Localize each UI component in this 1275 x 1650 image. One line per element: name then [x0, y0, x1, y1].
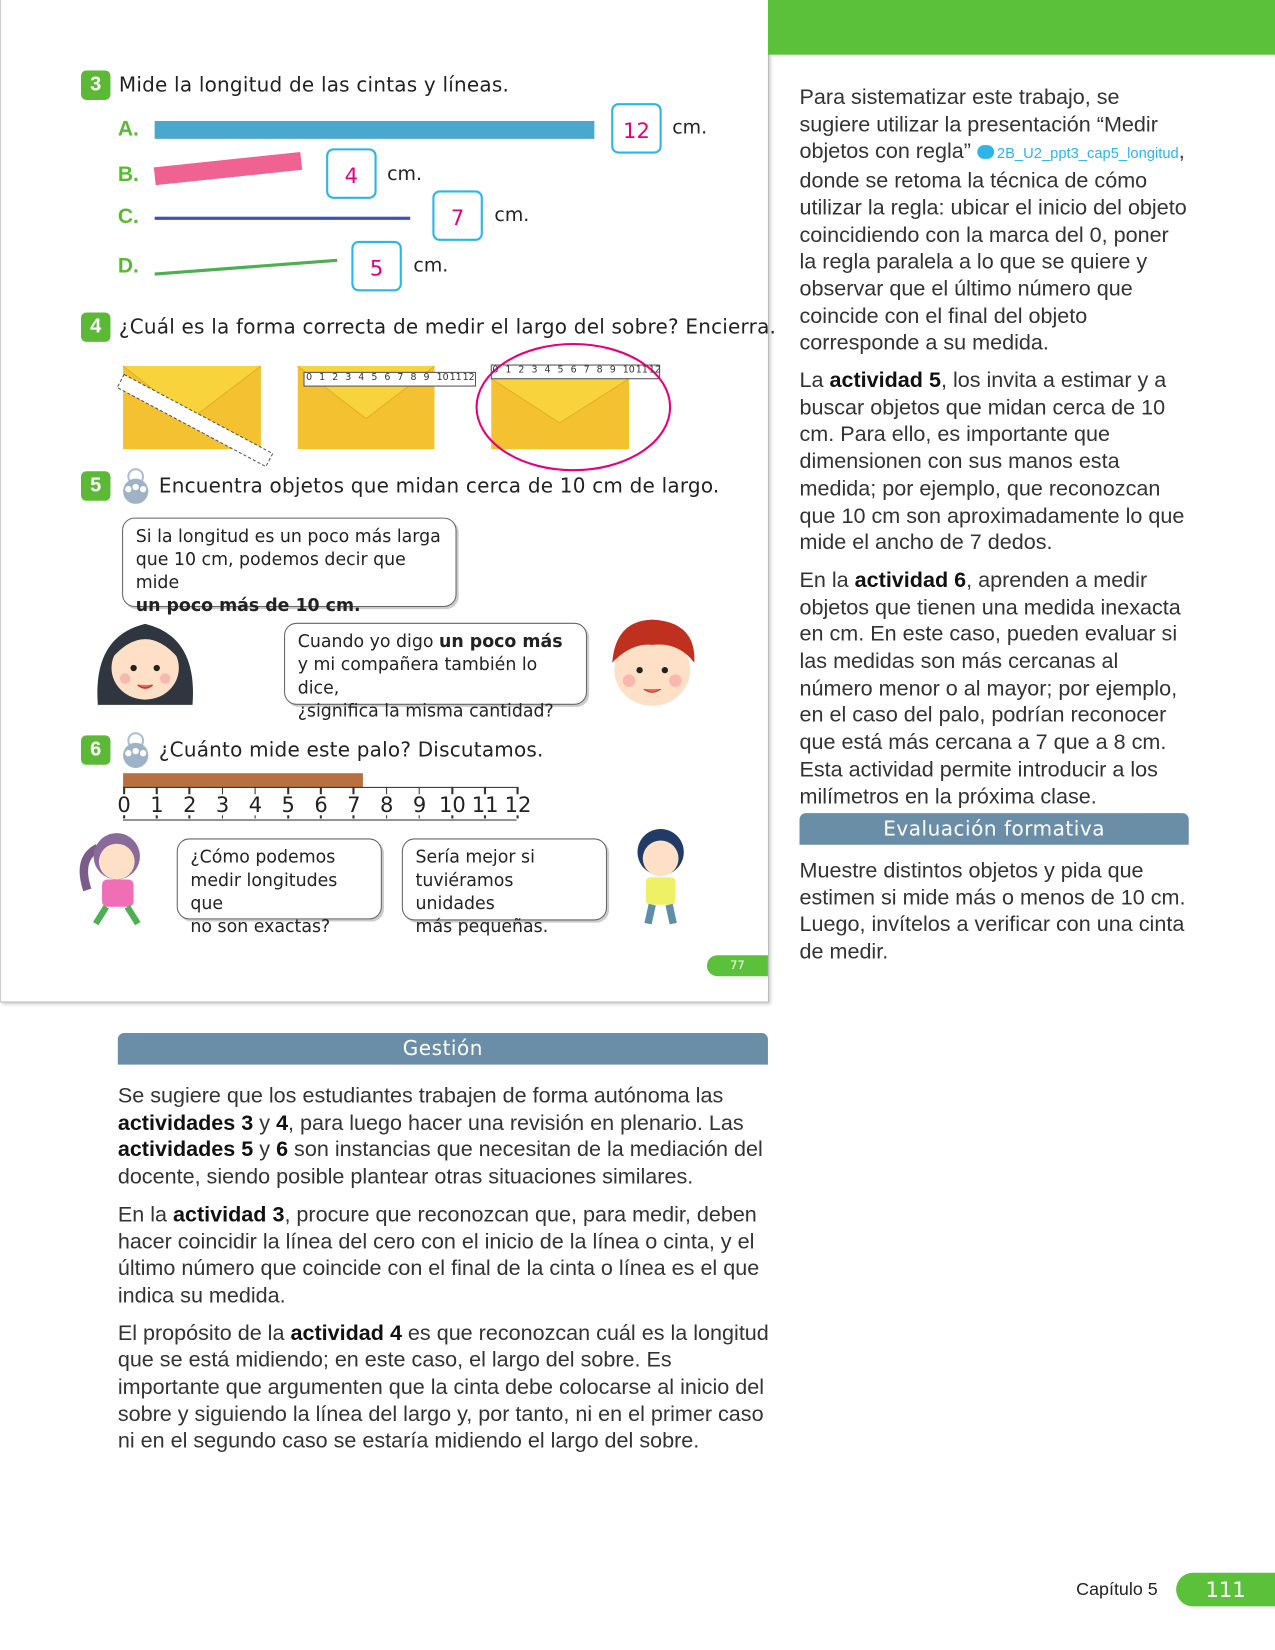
ruler-number: 0 — [117, 792, 131, 818]
group-work-icon — [119, 730, 153, 768]
text: y — [253, 1110, 277, 1135]
answer-box-d: 5 — [351, 241, 401, 291]
bubble-line: un poco más de 10 cm. — [135, 595, 361, 616]
bubble-text-bold: un poco más — [439, 631, 563, 652]
sidebar-text — [800, 84, 1191, 821]
activity-4-badge: 4 — [81, 312, 110, 341]
text: son instancias que necesitan de la mediación del docente, siendo posible plantear otras situaciones similares. — [117, 1137, 763, 1189]
bubble-line: Si la longitud es un poco más larga — [135, 525, 441, 546]
bubble-line: tuviéramos unidades — [415, 869, 514, 914]
unit-d: cm. — [413, 254, 449, 277]
chapter-label: Capítulo 5 — [1076, 1579, 1158, 1600]
activity-5-badge: 5 — [81, 471, 110, 500]
activity-3-badge: 3 — [81, 70, 110, 99]
activity-3-prompt: Mide la longitud de las cintas y líneas. — [118, 73, 510, 97]
answer-box-b: 4 — [326, 148, 376, 198]
bold-text: actividades 3 — [117, 1110, 254, 1135]
text: , para luego hacer una revisión en plenario. Las — [288, 1110, 744, 1135]
item-a-label: A. — [117, 117, 139, 141]
text: Se sugiere que los estudiantes trabajen de forma autónoma las — [117, 1083, 724, 1108]
bubble-text: Cuando yo digo — [297, 631, 440, 652]
ruler-number: 5 — [557, 365, 564, 376]
ruler-number: 4 — [358, 372, 365, 383]
speech-bubble-girl-2 — [177, 838, 382, 937]
ruler-number: 3 — [531, 365, 538, 376]
bold-text: 4 — [276, 1110, 289, 1135]
text: , procure que reconozcan que, para medir, deben hacer coincidir la línea del cero con el inicio de la línea o cinta, y el último número que coincide con el final de la cinta o línea es el que indica su medida. — [117, 1202, 760, 1308]
activity-4-prompt: ¿Cuál es la forma correcta de medir el largo del sobre? Encierra. — [118, 315, 777, 339]
bubble-line: que 10 cm, podemos decir que mide — [135, 549, 406, 593]
ruler-number: 9 — [423, 372, 430, 383]
text: En la — [799, 568, 855, 593]
presentation-link[interactable]: 2B_U2_ppt3_cap5_longitud — [996, 144, 1179, 162]
ruler-number: 9 — [609, 365, 616, 376]
ruler-number: 5 — [281, 792, 295, 818]
envelopes-illustration — [105, 337, 694, 479]
text: El propósito de la — [117, 1320, 291, 1346]
bold-text: actividad 3 — [172, 1202, 285, 1227]
activity-6-prompt: ¿Cuánto mide este palo? Discutamos. — [158, 738, 544, 762]
ruler-number: 3 — [345, 372, 352, 383]
bubble-line: Sería mejor si — [415, 846, 535, 867]
bubble-line: no son exactas? — [190, 916, 331, 937]
ruler-number: 11 — [449, 372, 462, 383]
ruler-number: 4 — [248, 792, 263, 818]
ruler-number: 1 — [319, 372, 326, 383]
ruler-number: 2 — [518, 365, 525, 376]
ruler-number: 10 — [436, 372, 449, 383]
girl-walking-illustration — [77, 827, 161, 930]
unit-c: cm. — [494, 204, 530, 227]
bubble-line: más pequeñas. — [415, 916, 549, 937]
activity-5-prompt: Encuentra objetos que midan cerca de 10 cm de largo. — [158, 474, 720, 498]
page-number: 111 — [1176, 1573, 1275, 1607]
gestion-paragraph-3 — [118, 1320, 772, 1455]
activity-6-badge: 6 — [81, 735, 110, 764]
bold-text: actividad 6 — [854, 568, 967, 593]
ruler-number: 5 — [371, 372, 378, 383]
evaluacion-text: Muestre distintos objetos y pida que estimen si mide más o menos de 10 cm. Luego, invítelos a verificar con una cinta de medir. — [799, 858, 1186, 964]
text: y — [253, 1137, 277, 1162]
text: La — [799, 368, 830, 393]
bold-text: actividad 4 — [290, 1320, 402, 1346]
ruler-number: 1 — [505, 365, 512, 376]
speech-bubble-boy — [284, 623, 587, 721]
unit-b: cm. — [387, 163, 423, 186]
ruler-number: 7 — [583, 365, 590, 376]
text: , donde se retoma la técnica de cómo utilizar la regla: ubicar el inicio del objeto coincidiendo con la marca del 0, poner la regla paralela a lo que se quiere y observar que el último número que coincide con el final del objeto corresponde a su medida. — [799, 139, 1187, 355]
ruler-number: 7 — [347, 792, 361, 818]
text: En la — [117, 1202, 173, 1227]
bold-text: 6 — [276, 1137, 289, 1162]
ruler-number: 2 — [332, 372, 339, 383]
ruler-number: 0 — [492, 365, 499, 376]
girl-illustration — [87, 615, 208, 710]
sidebar-paragraph-1 — [800, 84, 1191, 356]
sidebar-paragraph-3 — [800, 567, 1191, 810]
evaluacion-header: Evaluación formativa — [800, 813, 1189, 845]
envelope-option-3 — [491, 365, 659, 449]
speech-bubble-boy-2 — [402, 838, 607, 937]
tape-a — [155, 121, 595, 139]
ruler-number: 6 — [570, 365, 577, 376]
gestion-paragraph-1 — [118, 1082, 772, 1190]
item-d-label: D. — [117, 254, 139, 278]
envelope-option-1 — [117, 366, 273, 466]
ruler-number: 8 — [596, 365, 603, 376]
answer-box-a: 12 — [611, 103, 661, 153]
bold-text: actividades 5 — [117, 1137, 254, 1162]
text: es que reconozcan cuál es la longitud que se está midiendo; en este caso, el largo del sobre. Es importante que argumenten que la cinta debe colocarse al inicio del sobre y siguiendo la línea del largo y, por tanto, ni en el primer caso ni en el segundo caso se estaría midiendo el largo del sobre. — [117, 1320, 769, 1454]
bubble-line: ¿Cómo podemos — [190, 846, 336, 867]
ruler-number: 1 — [150, 792, 164, 818]
speech-bubble-girl — [122, 518, 457, 616]
ruler-number: 7 — [397, 372, 404, 383]
ruler-number: 12 — [648, 365, 661, 376]
ruler-number: 4 — [544, 365, 551, 376]
text: Para sistematizar este trabajo, se sugiere utilizar la presentación “Medir objetos con regla” — [799, 85, 1158, 164]
green-band — [768, 0, 1275, 55]
item-c-label: C. — [117, 205, 139, 229]
stick — [123, 773, 363, 788]
boy-illustration — [600, 615, 705, 710]
boy-thinking-illustration — [629, 827, 692, 928]
ruler-number: 12 — [504, 792, 532, 818]
bold-text: actividad 5 — [829, 368, 941, 393]
ruler-number: 8 — [380, 792, 394, 818]
folder-icon — [977, 146, 994, 160]
ruler-number: 6 — [314, 792, 328, 818]
gestion-header: Gestión — [118, 1033, 768, 1065]
sidebar-paragraph-2 — [800, 367, 1191, 556]
bubble-line: medir longitudes que — [190, 869, 338, 914]
bubble-line: y mi compañera también lo dice, — [297, 654, 538, 698]
ruler-number: 3 — [215, 792, 230, 818]
ruler-number: 2 — [183, 792, 197, 818]
text: , aprenden a medir objetos que tienen una medida inexacta en cm. En este caso, pueden evaluar si las medidas son más cercanas al número menor o al mayor; por ejemplo, en el caso del palo, podrían reconocer que está más cercana a 7 que a 8 cm. Esta actividad permite introducir a los milímetros en la próxima clase. — [799, 568, 1181, 809]
answer-box-c: 7 — [432, 190, 482, 240]
ruler-number: 9 — [412, 792, 427, 818]
unit-a: cm. — [672, 116, 708, 139]
bubble-line — [298, 630, 574, 653]
gestion-text — [118, 1082, 772, 1465]
ruler-number: 6 — [384, 372, 391, 383]
gestion-paragraph-2 — [118, 1201, 772, 1309]
student-page-number: 77 — [707, 955, 768, 976]
ruler-number: 12 — [462, 372, 475, 383]
ruler-number: 0 — [306, 372, 313, 383]
ruler-number: 11 — [635, 365, 648, 376]
item-b-label: B. — [117, 163, 139, 187]
ruler-number: 11 — [471, 792, 499, 818]
ruler-number: 8 — [410, 372, 417, 383]
group-work-icon — [119, 466, 153, 504]
text: , los invita a estimar y a buscar objetos que midan cerca de 10 cm. Para ello, es importante que dimensionen con sus manos esta medida; por ejemplo, que reconozcan que 10 cm son aproximadamente lo que mide el ancho de 7 dedos. — [799, 368, 1185, 555]
ruler-number: 10 — [438, 792, 466, 818]
line-c — [155, 217, 411, 220]
ruler-number: 10 — [622, 365, 635, 376]
bubble-line: ¿significa la misma cantidad? — [297, 700, 554, 721]
